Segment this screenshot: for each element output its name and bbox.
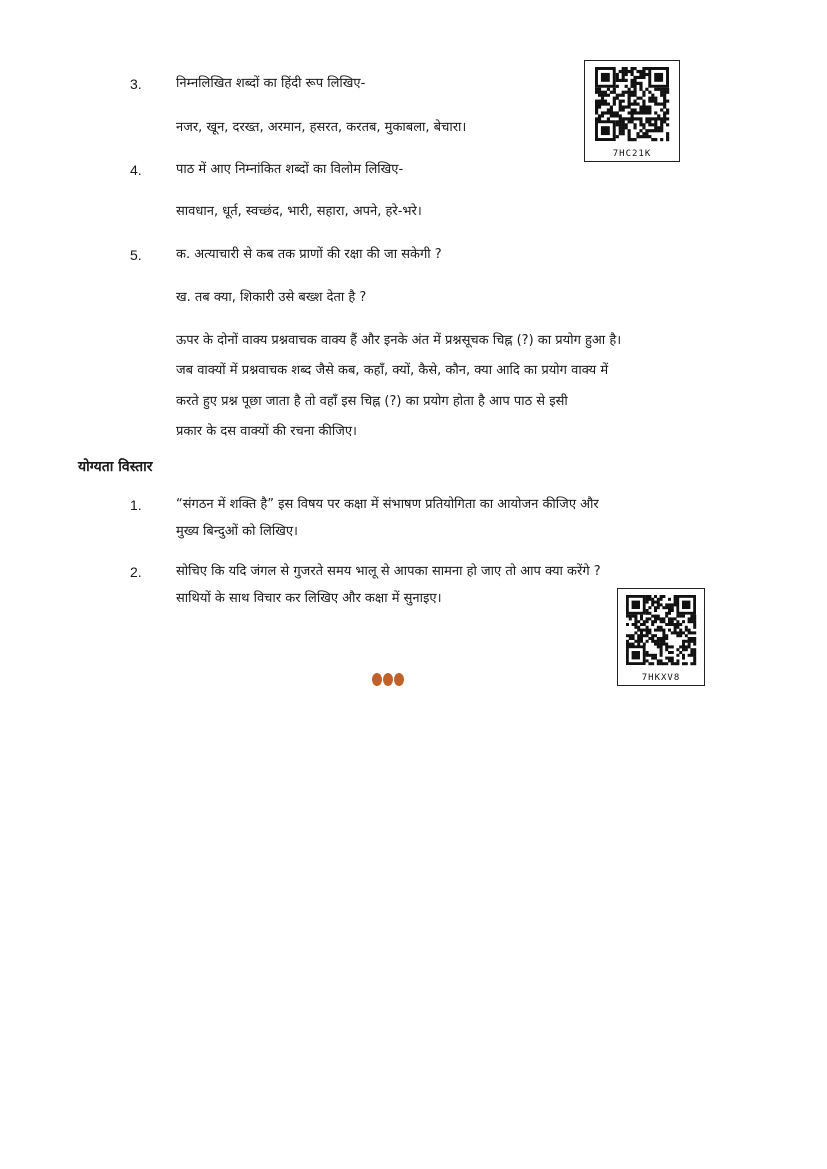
exercise-answer-line: सावधान, धूर्त, स्वच्छंद, भारी, सहारा, अपने, हरे-भरे। bbox=[176, 204, 422, 219]
exercise-paragraph-line: ऊपर के दोनों वाक्य प्रश्नवाचक वाक्य हैं और इनके अंत में प्रश्नसूचक चिह्न (?) का प्रयोग हुआ है। bbox=[176, 333, 622, 348]
exercise-number: 4. bbox=[130, 162, 142, 178]
qr-code-label: 7HKXV8 bbox=[641, 673, 681, 683]
exercise-question: क. अत्याचारी से कब तक प्राणों की रक्षा की जा सकेगी ? bbox=[176, 247, 442, 262]
qr-code-1[interactable] bbox=[584, 60, 680, 162]
qr-code-icon bbox=[618, 589, 704, 671]
qr-code-2[interactable] bbox=[617, 588, 705, 686]
exercise-number: 3. bbox=[130, 76, 142, 92]
footer-ornament-icon bbox=[372, 673, 404, 686]
exercise-paragraph-line: करते हुए प्रश्न पूछा जाता है तो वहाँ इस चिह्न (?) का प्रयोग होता है आप पाठ से इसी bbox=[176, 394, 568, 409]
exercise-question: निम्नलिखित शब्दों का हिंदी रूप लिखिए- bbox=[176, 76, 366, 91]
extension-line: मुख्य बिन्दुओं को लिखिए। bbox=[176, 524, 298, 539]
qr-code-icon bbox=[585, 61, 679, 147]
ornament-dot bbox=[394, 673, 404, 686]
section-heading: योग्यता विस्तार bbox=[78, 459, 153, 475]
exercise-question: पाठ में आए निम्नांकित शब्दों का विलोम लिखिए- bbox=[176, 162, 404, 177]
extension-number: 1. bbox=[130, 497, 142, 513]
extension-line: “संगठन में शक्ति है” इस विषय पर कक्षा में संभाषण प्रतियोगिता का आयोजन कीजिए और bbox=[176, 497, 599, 512]
qr-code-label: 7HC21K bbox=[612, 149, 652, 159]
ornament-dot bbox=[383, 673, 393, 686]
exercise-paragraph-line: प्रकार के दस वाक्यों की रचना कीजिए। bbox=[176, 424, 357, 439]
exercise-number: 5. bbox=[130, 247, 142, 263]
exercise-answer-line: नजर, खून, दरख्त, अरमान, हसरत, करतब, मुकाबला, बेचारा। bbox=[176, 120, 467, 135]
ornament-dot bbox=[372, 673, 382, 686]
exercise-paragraph-line: जब वाक्यों में प्रश्नवाचक शब्द जैसे कब, कहाँ, क्यों, कैसे, कौन, क्या आदि का प्रयोग वाक्य में bbox=[176, 363, 609, 378]
extension-line: साथियों के साथ विचार कर लिखिए और कक्षा में सुनाइए। bbox=[176, 591, 442, 606]
exercise-question: ख. तब क्या, शिकारी उसे बख्श देता है ? bbox=[176, 290, 367, 305]
extension-number: 2. bbox=[130, 564, 142, 580]
extension-line: सोचिए कि यदि जंगल से गुजरते समय भालू से आपका सामना हो जाए तो आप क्या करेंगे ? bbox=[176, 564, 601, 579]
